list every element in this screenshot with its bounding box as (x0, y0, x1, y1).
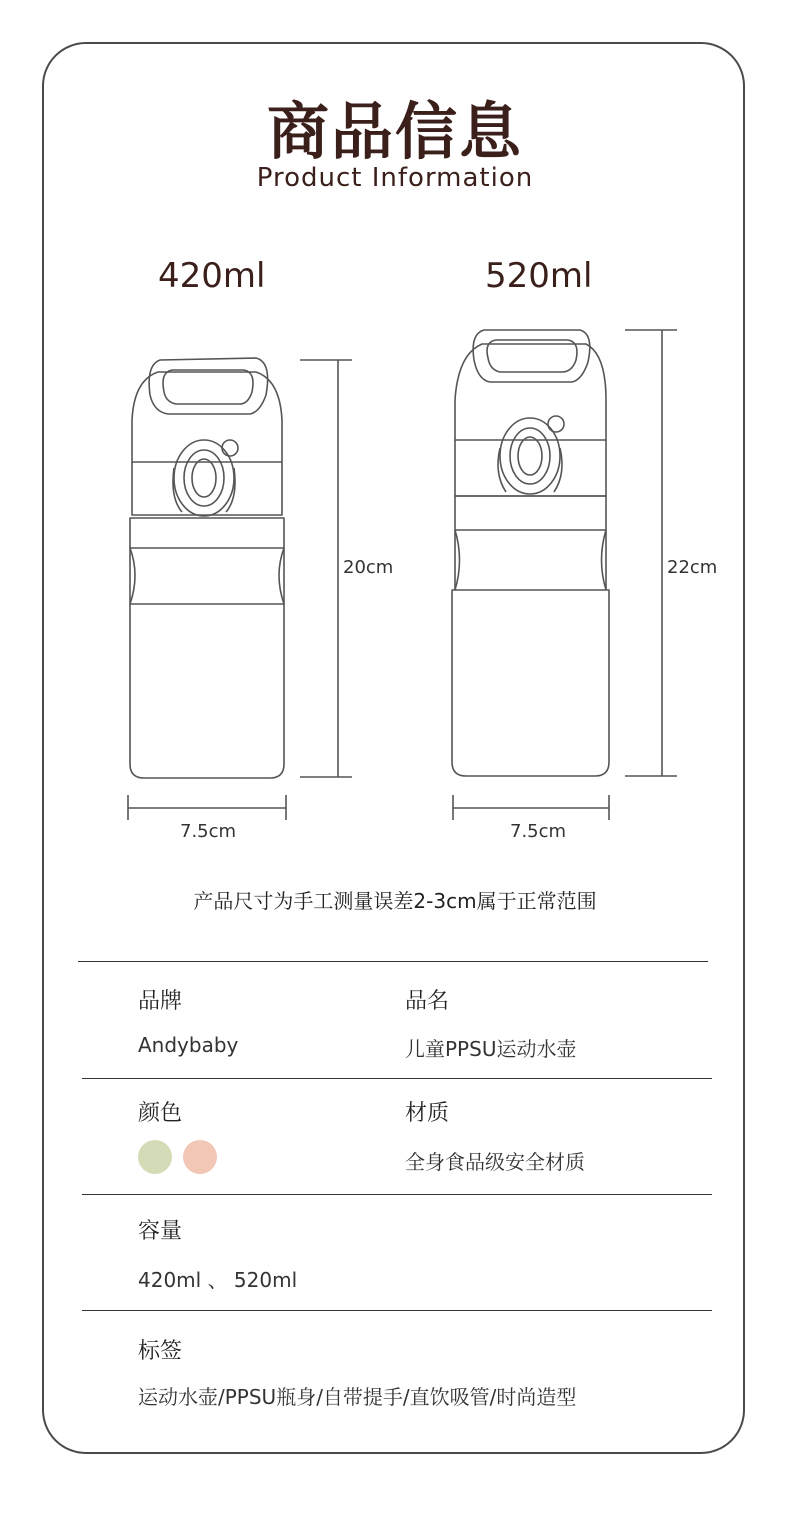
color-swatch-green[interactable] (138, 1140, 172, 1174)
capacity-label-large: 520ml (485, 256, 593, 296)
capacity-value: 420ml 、 520ml (138, 1268, 298, 1292)
capacity-label: 容量 (138, 1219, 183, 1244)
height-label-small: 20cm (343, 557, 394, 578)
color-swatch-pink[interactable] (183, 1140, 217, 1174)
height-label-large: 22cm (667, 557, 718, 578)
width-label-large: 7.5cm (510, 821, 567, 842)
page-subtitle: Product Information (256, 163, 534, 193)
divider (78, 961, 708, 962)
brand-label: 品牌 (138, 989, 183, 1014)
color-label: 颜色 (138, 1101, 183, 1126)
name-value: 儿童PPSU运动水壶 (405, 1037, 577, 1061)
width-label-small: 7.5cm (180, 821, 237, 842)
tags-label: 标签 (138, 1339, 183, 1364)
capacity-label-small: 420ml (158, 256, 266, 296)
bottle-520ml-illustration (452, 330, 609, 776)
material-label: 材质 (405, 1101, 450, 1126)
name-label: 品名 (405, 989, 450, 1014)
brand-value: Andybaby (138, 1033, 239, 1057)
divider (82, 1310, 712, 1311)
page-title: 商品信息 (266, 95, 523, 168)
bottle-420ml-illustration (130, 358, 284, 778)
material-value: 全身食品级安全材质 (405, 1150, 585, 1174)
measurement-note: 产品尺寸为手工测量误差2-3cm属于正常范围 (193, 889, 597, 913)
tags-value: 运动水壶/PPSU瓶身/自带提手/直饮吸管/时尚造型 (138, 1385, 577, 1409)
divider (82, 1078, 712, 1079)
divider (82, 1194, 712, 1195)
